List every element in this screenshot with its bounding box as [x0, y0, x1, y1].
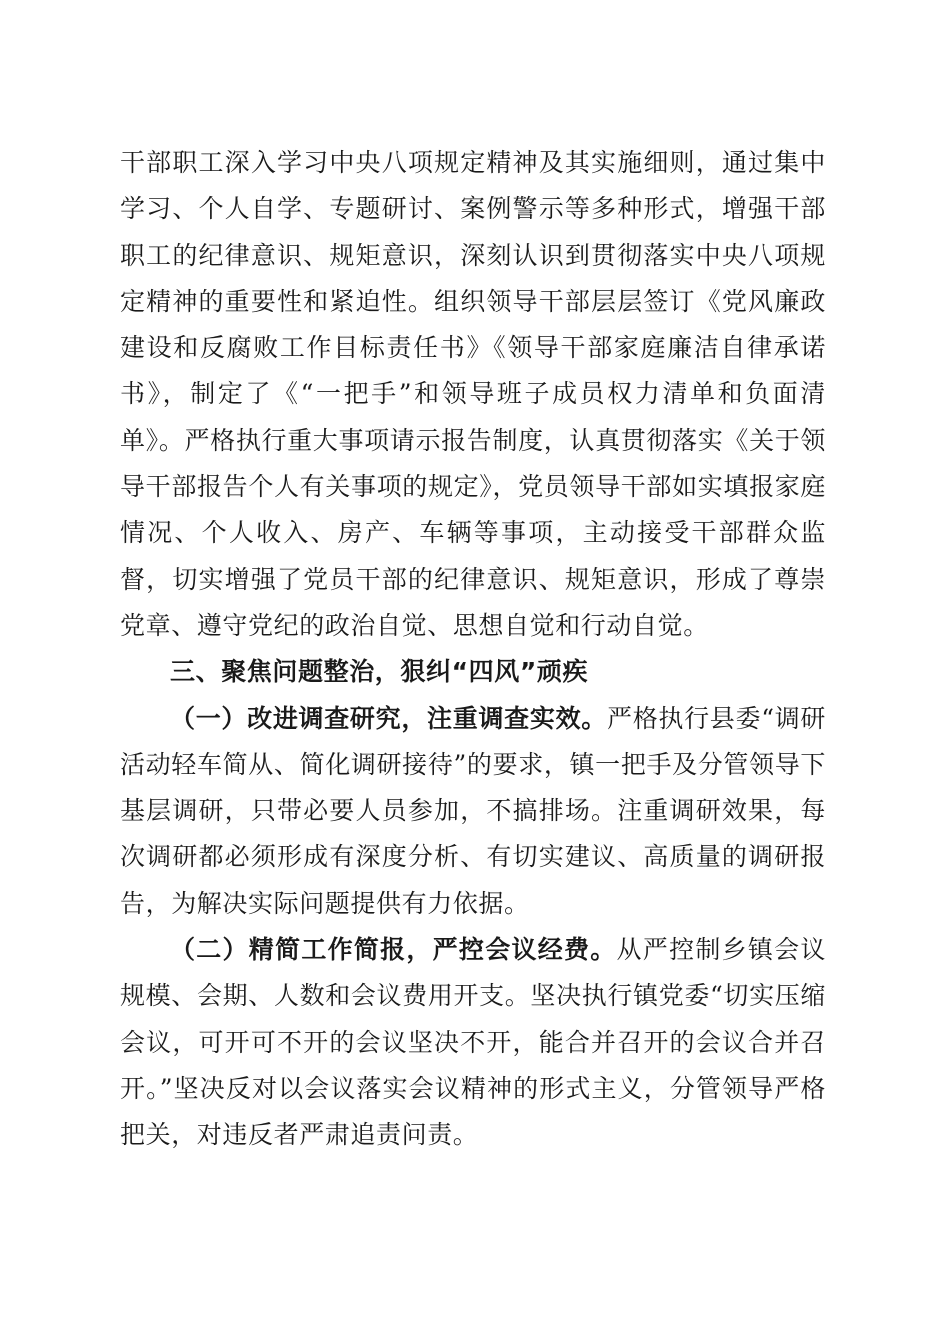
item-body: 从严控制乡镇会议规模、会期、人数和会议费用开支。坚决执行镇党委“切实压缩会议，可开可不开的会议坚决不开，能合并召开的会议合并召开。”坚决反对以会议落实会议精神的形式主义，分管领导严格把关，对违反者严肃追责问责。: [120, 935, 826, 1150]
body-paragraph: 干部职工深入学习中央八项规定精神及其实施细则，通过集中学习、个人自学、专题研讨、案例警示等多种形式，增强干部职工的纪律意识、规矩意识，深刻认识到贯彻落实中央八项规定精神的重要性和紧迫性。组织领导干部层层签订《党风廉政建设和反腐败工作目标责任书》《领导干部家庭廉洁自律承诺书》，制定了《“一把手”和领导班子成员权力清单和负面清单》。严格执行重大事项请示报告制度，认真贯彻落实《关于领导干部报告个人有关事项的规定》，党员领导干部如实填报家庭情况、个人收入、房产、车辆等事项，主动接受干部群众监督，切实增强了党员干部的纪律意识、规矩意识，形成了尊崇党章、遵守党纪的政治自觉、思想自觉和行动自觉。: [120, 148, 826, 640]
list-item-paragraph: [120, 696, 826, 927]
document-body: [120, 140, 826, 1159]
list-item-paragraph: [120, 927, 826, 1158]
item-lead: （一）改进调查研究，注重调查实效。: [170, 703, 607, 733]
item-body: 严格执行县委“调研活动轻车简从、简化调研接待”的要求，镇一把手及分管领导下基层调研，只带必要人员参加，不搞排场。注重调研效果，每次调研都必须形成有深度分析、有切实建议、高质量的调研报告，为解决实际问题提供有力依据。: [120, 703, 827, 918]
section-heading: 三、聚焦问题整治，狠纠“四风”顽疾: [170, 657, 589, 687]
item-lead: （二）精简工作简报，严控会议经费。: [170, 935, 617, 965]
